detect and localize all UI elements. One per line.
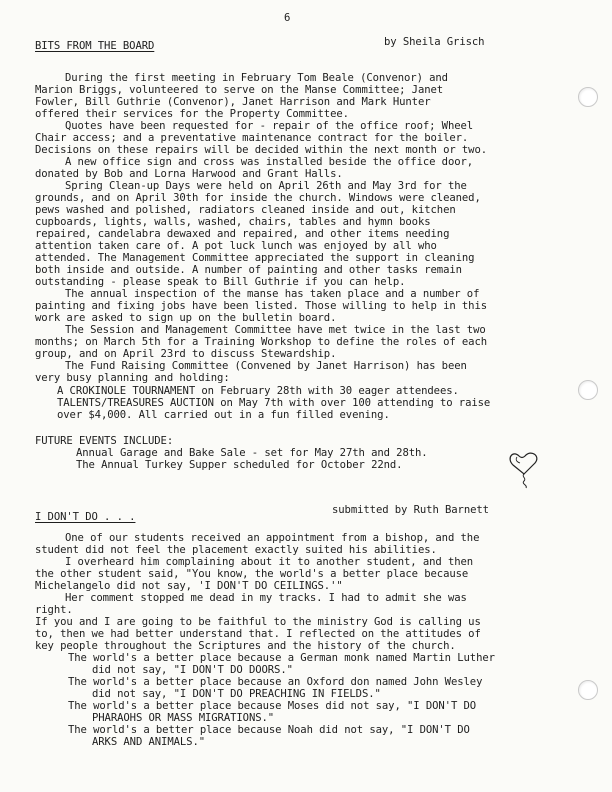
body-line: Marion Briggs, volunteered to serve on the Manse Committee; Janet (35, 84, 444, 96)
article-byline: by Sheila Grisch (384, 36, 485, 48)
body-line: Fowler, Bill Guthrie (Convenor), Janet Harrison and Mark Hunter (35, 96, 431, 108)
binder-hole-top (578, 87, 598, 107)
body-line: Quotes have been requested for - repair of the office roof; Wheel (65, 120, 474, 132)
body-line: TALENTS/TREASURES AUCTION on May 7th with over 100 attending to raise (57, 397, 491, 409)
body-line: Decisions on these repairs will be decided within the next month or two. (35, 144, 488, 156)
body-line: The world's a better place because a German monk named Martin Luther (68, 652, 495, 664)
body-line: repaired, candelabra dewaxed and repaired, and other items needing (35, 228, 450, 240)
binder-hole-bottom (578, 680, 598, 700)
body-line: grounds, and on April 30th for inside the church. Windows were cleaned, (35, 192, 481, 204)
page-number: 6 (284, 12, 291, 24)
binder-hole-middle (578, 380, 598, 400)
body-line: offered their services for the Property Committee. (35, 108, 349, 120)
body-line: Spring Clean-up Days were held on April 26th and May 3rd for the (65, 180, 467, 192)
body-line: key people throughout the Scriptures and the history of the church. (35, 640, 456, 652)
future-event-item: Annual Garage and Bake Sale - set for May 27th and 28th. (76, 447, 428, 459)
body-line: A CROKINOLE TOURNAMENT on February 28th with 30 eager attendees. (57, 385, 459, 397)
body-line: The Fund Raising Committee (Convened by Janet Harrison) has been (65, 360, 467, 372)
future-events-heading: FUTURE EVENTS INCLUDE: (35, 435, 174, 447)
body-line: The world's a better place because Moses did not say, "I DON'T DO (68, 700, 477, 712)
body-line: Her comment stopped me dead in my tracks. I had to admit she was (65, 592, 467, 604)
body-line: student did not feel the placement exactly suited his abilities. (35, 544, 437, 556)
body-line: One of our students received an appointment from a bishop, and the (65, 532, 480, 544)
body-line: the other student said, "You know, the world's a better place because (35, 568, 469, 580)
body-line: A new office sign and cross was installed beside the office door, (65, 156, 474, 168)
body-line: The Session and Management Committee have met twice in the last two (65, 324, 486, 336)
body-line: cupboards, lights, walls, washed, chairs, tables and hymn books (35, 216, 431, 228)
body-line: ARKS AND ANIMALS." (92, 736, 206, 748)
body-line: did not say, "I DON'T DO PREACHING IN FIELDS." (92, 688, 381, 700)
body-line: Michelangelo did not say, 'I DON'T DO CEILINGS.'" (35, 580, 343, 592)
body-line: painting and fixing jobs have been listed. Those willing to help in this (35, 300, 488, 312)
body-line: group, and on April 23rd to discuss Stewardship. (35, 348, 337, 360)
article-title: BITS FROM THE BOARD (35, 40, 155, 52)
body-line: pews washed and polished, radiators cleaned inside and out, kitchen (35, 204, 456, 216)
body-line: The world's a better place because an Oxford don named John Wesley (68, 676, 483, 688)
body-line: attended. The Management Committee appreciated the support in cleaning (35, 252, 475, 264)
future-event-item: The Annual Turkey Supper scheduled for October 22nd. (76, 459, 403, 471)
body-line: The annual inspection of the manse has taken place and a number of (65, 288, 480, 300)
body-line: months; on March 5th for a Training Workshop to define the roles of each (35, 336, 488, 348)
article-title: I DON'T DO . . . (35, 511, 136, 523)
body-line: The world's a better place because Noah did not say, "I DON'T DO (68, 724, 470, 736)
body-line: I overheard him complaining about it to another student, and then (65, 556, 474, 568)
body-line: did not say, "I DON'T DO DOORS." (92, 664, 293, 676)
body-line: over $4,000. All carried out in a fun filled evening. (57, 409, 390, 421)
body-line: to, then we had better understand that. I reflected on the attitudes of (35, 628, 481, 640)
body-line: both inside and outside. A number of painting and other tasks remain (35, 264, 462, 276)
body-line: PHARAOHS OR MASS MIGRATIONS." (92, 712, 275, 724)
body-line: During the first meeting in February Tom Beale (Convenor) and (65, 72, 448, 84)
article-byline: submitted by Ruth Barnett (332, 504, 489, 516)
body-line: work are asked to sign up on the bulletin board. (35, 312, 337, 324)
body-line: donated by Bob and Lorna Harwood and Grant Halls. (35, 168, 343, 180)
body-line: outstanding - please speak to Bill Guthrie if you can help. (35, 276, 406, 288)
body-line: Chair access; and a preventative maintenance contract for the boiler. (35, 132, 469, 144)
heart-doodle-icon (507, 448, 553, 492)
body-line: right. (35, 604, 73, 616)
body-line: If you and I are going to be faithful to the ministry God is calling us (35, 616, 481, 628)
body-line: attention taken care of. A pot luck lunch was enjoyed by all who (35, 240, 437, 252)
body-line: very busy planning and holding: (35, 372, 230, 384)
